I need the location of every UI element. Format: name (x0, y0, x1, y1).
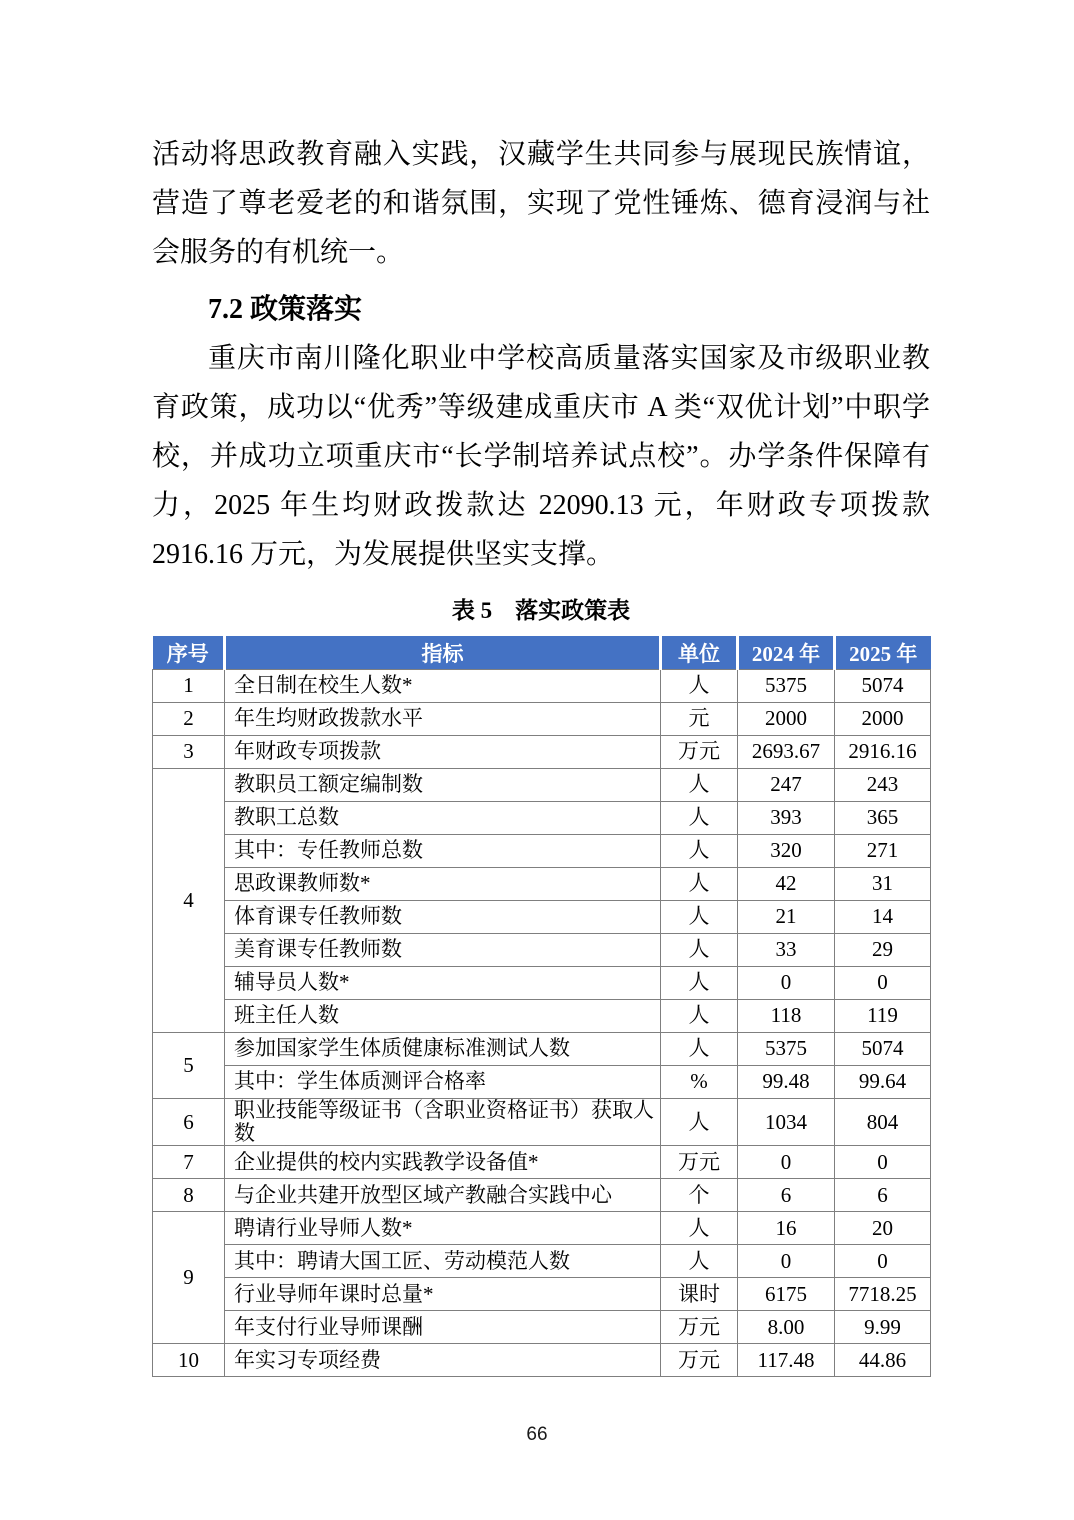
table-cell-unit: 人 (661, 967, 738, 1000)
table-cell-unit: 课时 (661, 1278, 738, 1311)
table-cell-seq: 2 (153, 703, 225, 736)
table-row (153, 769, 931, 802)
table-cell-label: 美育课专任教师数 (225, 934, 661, 967)
table-cell-y2025: 7718.25 (835, 1278, 931, 1311)
table-cell-unit: 万元 (661, 1344, 738, 1377)
table-cell-y2024: 393 (738, 802, 835, 835)
table-cell-label: 年支付行业导师课酬 (225, 1311, 661, 1344)
table-cell-y2025: 5074 (835, 670, 931, 703)
table-cell-unit: 人 (661, 1000, 738, 1033)
table-cell-y2024: 6 (738, 1179, 835, 1212)
table-cell-label: 其中：专任教师总数 (225, 835, 661, 868)
table-cell-y2025: 44.86 (835, 1344, 931, 1377)
table-cell-y2025: 6 (835, 1179, 931, 1212)
table-cell-label: 与企业共建开放型区域产教融合实践中心 (225, 1179, 661, 1212)
table-cell-y2025: 119 (835, 1000, 931, 1033)
table-cell-unit: 人 (661, 835, 738, 868)
table-cell-y2024: 5375 (738, 670, 835, 703)
policy-paragraph: 重庆市南川隆化职业中学校高质量落实国家及市级职业教育政策，成功以“优秀”等级建成重庆市 A 类“双优计划”中职学校，并成功立项重庆市“长学制培养试点校”。办学条件保障有力，2025 年生均财政拨款达 22090.13 元，年财政专项拨款 2916.16 万元，为发展提供坚实支撑。 (152, 343, 930, 570)
table-cell-y2024: 99.48 (738, 1066, 835, 1099)
table-cell-unit: 万元 (661, 1311, 738, 1344)
table-cell-unit: 个 (661, 1179, 738, 1212)
table-row (153, 736, 931, 769)
table-body (153, 670, 931, 1377)
table-cell-label: 年财政专项拨款 (225, 736, 661, 769)
table-cell-unit: 人 (661, 1212, 738, 1245)
table-cell-label: 班主任人数 (225, 1000, 661, 1033)
table-cell-label: 其中：学生体质测评合格率 (225, 1066, 661, 1099)
table-cell-y2024: 2000 (738, 703, 835, 736)
table-cell-y2024: 247 (738, 769, 835, 802)
table-cell-seq: 4 (153, 769, 225, 1033)
table-row (153, 1000, 931, 1033)
table-row (153, 901, 931, 934)
table-cell-unit: 万元 (661, 1146, 738, 1179)
table-cell-y2025: 271 (835, 835, 931, 868)
table-row (153, 868, 931, 901)
table-cell-label: 企业提供的校内实践教学设备值* (225, 1146, 661, 1179)
table-cell-y2025: 31 (835, 868, 931, 901)
table-row (153, 802, 931, 835)
table-cell-label: 教职工总数 (225, 802, 661, 835)
table-cell-label: 行业导师年课时总量* (225, 1278, 661, 1311)
table-cell-seq: 5 (153, 1033, 225, 1099)
table-cell-unit: 万元 (661, 736, 738, 769)
column-header-indicator: 指标 (225, 636, 661, 670)
table-cell-seq: 3 (153, 736, 225, 769)
table-cell-y2025: 2916.16 (835, 736, 931, 769)
table-row (153, 835, 931, 868)
table-cell-unit: 人 (661, 1033, 738, 1066)
table-row (153, 1099, 931, 1146)
table-row (153, 703, 931, 736)
table-cell-y2024: 42 (738, 868, 835, 901)
table-cell-y2025: 804 (835, 1099, 931, 1146)
table-row (153, 1146, 931, 1179)
table-cell-y2025: 0 (835, 1146, 931, 1179)
table-cell-label: 职业技能等级证书（含职业资格证书）获取人数 (225, 1099, 661, 1146)
table-cell-y2024: 6175 (738, 1278, 835, 1311)
table-cell-y2024: 0 (738, 1146, 835, 1179)
table-cell-unit: 元 (661, 703, 738, 736)
table-row (153, 670, 931, 703)
table-cell-unit: 人 (661, 868, 738, 901)
table-cell-label: 辅导员人数* (225, 967, 661, 1000)
table-row (153, 1278, 931, 1311)
table-caption: 表 5 落实政策表 (451, 598, 631, 623)
table-row (153, 1066, 931, 1099)
column-header-2025: 2025 年 (835, 636, 931, 670)
table-cell-y2024: 21 (738, 901, 835, 934)
column-header-2024: 2024 年 (738, 636, 835, 670)
section-heading: 7.2 政策落实 (208, 294, 363, 325)
table-cell-y2024: 118 (738, 1000, 835, 1033)
policy-table (152, 636, 931, 1377)
table-cell-y2024: 1034 (738, 1099, 835, 1146)
table-cell-label: 思政课教师数* (225, 868, 661, 901)
table-row (153, 1033, 931, 1066)
column-header-seq: 序号 (153, 636, 225, 670)
table-cell-unit: 人 (661, 670, 738, 703)
table-row (153, 1179, 931, 1212)
table-cell-label: 全日制在校生人数* (225, 670, 661, 703)
table-row (153, 1245, 931, 1278)
table-row (153, 1311, 931, 1344)
table-cell-unit: 人 (661, 802, 738, 835)
table-row (153, 967, 931, 1000)
table-cell-unit: 人 (661, 901, 738, 934)
table-cell-y2025: 29 (835, 934, 931, 967)
table-cell-label: 聘请行业导师人数* (225, 1212, 661, 1245)
paragraph-continuation: 活动将思政教育融入实践，汉藏学生共同参与展现民族情谊，营造了尊老爱老的和谐氛围，实现了党性锤炼、德育浸润与社会服务的有机统一。 (152, 139, 930, 268)
table-cell-y2025: 99.64 (835, 1066, 931, 1099)
table-cell-seq: 9 (153, 1212, 225, 1344)
table-cell-y2024: 8.00 (738, 1311, 835, 1344)
table-cell-y2024: 16 (738, 1212, 835, 1245)
table-cell-unit: 人 (661, 1245, 738, 1278)
table-cell-y2025: 5074 (835, 1033, 931, 1066)
table-cell-y2025: 365 (835, 802, 931, 835)
table-row (153, 1344, 931, 1377)
table-cell-label: 体育课专任教师数 (225, 901, 661, 934)
table-cell-y2025: 0 (835, 1245, 931, 1278)
table-cell-label: 其中：聘请大国工匠、劳动模范人数 (225, 1245, 661, 1278)
table-cell-unit: 人 (661, 1099, 738, 1146)
table-cell-seq: 8 (153, 1179, 225, 1212)
table-cell-label: 年实习专项经费 (225, 1344, 661, 1377)
table-cell-y2024: 0 (738, 1245, 835, 1278)
table-header-row (153, 636, 931, 670)
table-cell-y2025: 20 (835, 1212, 931, 1245)
table-cell-y2025: 0 (835, 967, 931, 1000)
table-cell-y2025: 243 (835, 769, 931, 802)
table-cell-y2024: 0 (738, 967, 835, 1000)
column-header-unit: 单位 (661, 636, 738, 670)
table-cell-seq: 10 (153, 1344, 225, 1377)
table-cell-seq: 7 (153, 1146, 225, 1179)
table-cell-unit: % (661, 1066, 738, 1099)
table-cell-y2025: 14 (835, 901, 931, 934)
table-cell-y2024: 117.48 (738, 1344, 835, 1377)
table-cell-seq: 1 (153, 670, 225, 703)
table-cell-label: 教职员工额定编制数 (225, 769, 661, 802)
table-cell-seq: 6 (153, 1099, 225, 1146)
table-cell-unit: 人 (661, 769, 738, 802)
table-cell-y2025: 2000 (835, 703, 931, 736)
table-cell-y2024: 5375 (738, 1033, 835, 1066)
table-cell-y2024: 33 (738, 934, 835, 967)
table-cell-label: 参加国家学生体质健康标准测试人数 (225, 1033, 661, 1066)
table-cell-label: 年生均财政拨款水平 (225, 703, 661, 736)
table-row (153, 934, 931, 967)
page-number: 66 (526, 1424, 548, 1445)
table-cell-y2025: 9.99 (835, 1311, 931, 1344)
table-cell-y2024: 2693.67 (738, 736, 835, 769)
table-cell-y2024: 320 (738, 835, 835, 868)
table-row (153, 1212, 931, 1245)
table-cell-unit: 人 (661, 934, 738, 967)
page-content (152, 130, 930, 1377)
